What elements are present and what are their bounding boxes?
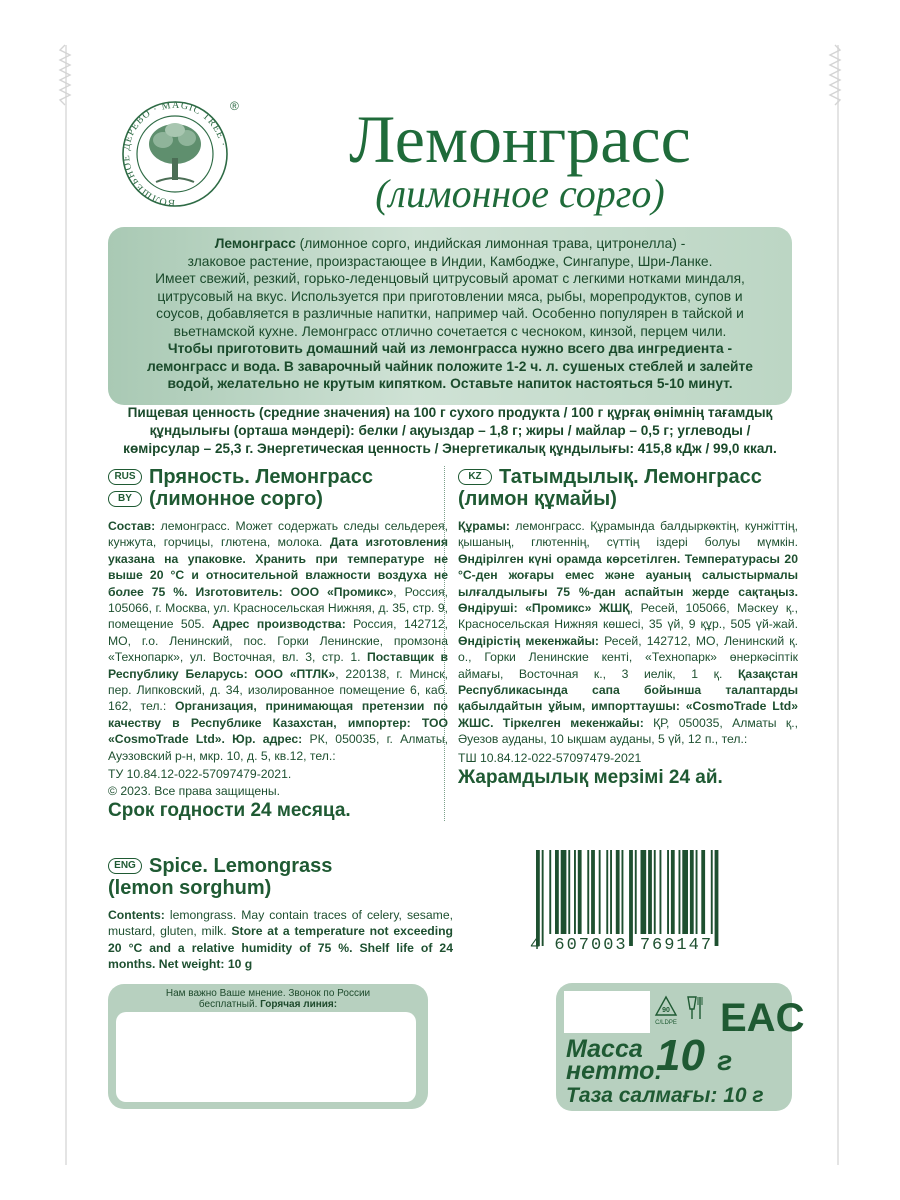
certification-icons [655,993,805,1040]
rus-tu-code: ТУ 10.84.12-022-57097479-2021. [108,767,292,782]
ean-barcode [532,850,782,950]
mass-value: 10 [656,1031,705,1080]
net-weight-panel [556,983,805,1111]
recycle-icon [655,997,677,1026]
magic-tree-logo [108,100,243,215]
barcode-bar [561,850,567,934]
rus-text-part: , 220138, г. Минск, пер. Липковский, д. 34, изолированное помещение 6, каб. 162, тел.: [108,666,448,714]
tea-recipe-line: Чтобы приготовить домашний чай из лемонграсса нужно всего два ингредиента - [167,341,733,356]
barcode-bar [682,850,688,934]
kazakh-section [458,466,798,787]
kz-shelf-life: Жарамдылық мерзімі 24 ай. [458,767,723,789]
barcode-bar [701,850,705,934]
glass-fork-icon [688,997,702,1019]
seal-edge-left [58,45,72,105]
rus-bold-part: Состав: [108,519,156,533]
eng-bold-part: Contents: [108,908,165,922]
registered-mark: ® [230,100,239,113]
description-line [108,270,792,288]
barcode-bar [610,850,612,934]
barcode-digits: 4 607003 769147 [530,936,714,955]
barcode-bar [599,850,601,934]
hotline-blank-field [116,1012,416,1102]
barcode-bar [690,850,694,934]
kz-text-part: ҚР, 050035, Алматы қ., Әуезов ауданы, 10 ықшам ауданы, 5 үй, 12 п., тел.: [458,715,798,747]
lang-badge-kz: KZ [458,469,492,485]
mass-kz: Таза салмағы: 10 г [566,1084,764,1107]
rus-copyright: © 2023. Все права защищены. [108,783,281,798]
batch-date-field [564,991,650,1033]
seal-edge-right [828,45,842,105]
rus-text-part: , Россия, 105066, г. Москва, ул. Красносельская Нижняя, д. 35, стр. 9, помещение 505. [108,584,449,632]
tree-icon [149,123,201,182]
tea-recipe-line: водой, желательно не крутым кипятком. Оставьте напиток настояться 5-10 минут. [167,376,733,391]
barcode-bar [667,850,669,934]
mass-label-1: Масса [566,1035,643,1063]
description-text-part: (лимонное сорго, индийская лимонная трава, цитронелла) - [295,236,686,251]
svg-text:90: 90 [662,1007,670,1014]
eng-body-text [108,907,453,973]
rus-bold-part: Адрес производства: [212,617,346,632]
nutrition-facts [108,404,792,458]
nutrition-line: Пищевая ценность (средние значения) на 100 г сухого продукта / 100 г құрғақ өнімнің тағамдық [127,405,773,420]
eac-icon: EAC [720,996,805,1040]
barcode-bar [574,850,576,934]
barcode-bar [660,850,662,934]
svg-text:C/LDPE: C/LDPE [655,1020,677,1026]
barcode-bar [578,850,582,934]
rus-text-part: Россия, 142712, МО, г.о. Ленинский, пос. Горки Ленинские, промзона «Технопарк», ул. Восточная, вл. 3, стр. 1. [108,617,448,665]
barcode-bar [542,850,544,946]
nutrition-line: құндылығы (орташа мәндері): белки / ақуыздар – 1,8 г; жиры / майлар – 0,5 г; углеводы / [149,423,751,438]
kz-bold-part: Өндірілген күні орамда көрсетілген. Температурасы 20 °С-ден жоғары емес және ауаның салыстырмалы ылғалдылығы 75 %-дан аспайтын жерде сақтаңыз. Өндіруші: «Промикс» ЖШҚ [458,551,798,616]
logo-ring-text: ВОЛШЕБНОЕ ДЕРЕВО · MAGIC TREE · [120,100,229,209]
description-line [108,323,792,341]
barcode-bar [641,850,647,934]
rus-shelf-life: Срок годности 24 месяца. [108,799,351,821]
kz-tu-code: ТШ 10.84.12-022-57097479-2021 [458,750,642,765]
description-text [108,235,792,340]
mass-label-2: нетто: [566,1057,663,1085]
kz-bold-part: Өндірістің мекенжайы: [458,633,599,648]
tea-recipe-text [108,340,792,393]
description-line [108,253,792,271]
eng-heading-2: (lemon sorghum) [108,877,272,899]
barcode-bar [635,850,637,934]
russian-section [108,466,448,819]
kz-bold-part: Құрамы: [458,519,510,533]
english-section [108,855,453,973]
barcode-bar [715,850,719,946]
lang-badge-by: BY [108,491,142,507]
product-subtitle: (лимонное сорго) [375,171,665,216]
eng-text-part: lemongrass. May contain traces of celery, sesame, mustard, gluten, milk. [108,908,453,939]
barcode-bar [568,850,570,934]
kz-text-part: , Ресей, 105066, Мәскеу қ., Красносельская Нижняя көшесі, 35 үй, 9 құр., 505 үй-жай. [458,601,798,632]
lang-badge-eng: ENG [108,858,142,874]
barcode-bar [549,850,551,934]
hotline-panel [108,984,428,1109]
hotline-label: Горячая линия: [260,999,338,1010]
description-text-part: соусов, добавляется в различные напитки, например чай. Особенно популярен в тайской и [156,306,744,321]
hotline-line-2: бесплатный. [198,999,258,1010]
barcode-bar [536,850,540,946]
rus-text-part: лемонграсс. Может содержать следы сельдерея, кунжута, горчицы, глютена, молока. [108,519,448,550]
description-text-part: вьетнамской кухне. Лемонграсс отлично сочетается с чесноком, кинзой, перцем чили. [173,323,727,339]
barcode-bar [711,850,713,934]
rus-bold-part: Дата изготовления указана на упаковке. Хранить при температуре не выше 20 °С и относительной влажности воздуха не более 75 %. Изготовитель: ООО «Промикс» [108,535,449,599]
kz-body-text [458,518,798,748]
rus-heading-2: (лимонное сорго) [149,488,323,510]
description-bold: Лемонграсс [214,236,296,251]
kz-heading-2: (лимон құмайы) [458,488,617,510]
description-line [108,305,792,323]
barcode-bar [555,850,559,934]
description-text-part: Имеет свежий, резкий, горько-леденцовый цитрусовый аромат с легкими нотками миндаля, [155,271,745,286]
barcode-bar [679,850,681,934]
rus-heading-1: Пряность. Лемонграсс [149,466,373,488]
barcode-bar [696,850,698,934]
barcode-bar [622,850,624,934]
description-panel [108,227,792,405]
product-title: Лемонграсс [349,101,691,177]
kz-text-part: лемонграсс. Құрамында балдыркөктің, кунжіттің, қышаның, глютеннің, сүттің іздері болуы мүмкін. [458,519,798,550]
description-text-part: цитрусовый на вкус. Используется при приготовлении мяса, рыбы, морепродуктов, супов и [157,288,743,304]
barcode-bar [616,850,620,934]
barcode-bar [587,850,589,934]
kz-bold-part: Қазақстан Республикасында сапа бойынша талаптарды қабылдайтын ұйым, импорттаушы: «CosmoTrade Ltd» ЖШС. Тіркелген мекенжайы: [458,666,798,730]
barcode-bar [629,850,633,946]
nutrition-line: көмірсулар – 25,3 г. Энергетическая ценность / Энергетикалық құндылығы: 415,8 кДж / 99,0 ккал. [123,441,777,456]
barcode-bar [654,850,656,934]
barcode-bar [606,850,608,934]
eng-bold-part: Store at a temperature not exceeding 20 °C and a relative humidity of 75 %. Shelf life of 24 months. Net weight: 10 g [108,924,453,972]
description-line [108,235,792,253]
mass-unit: г [717,1045,733,1076]
rus-bold-part: Организация, принимающая претензии по качеству в Республике Казахстан, импортер: ТОО «CosmoTrade Ltd». Юр. адрес: [108,699,448,747]
kz-heading-1: Татымдылық. Лемонграсс [499,466,762,488]
barcode-bar [591,850,595,934]
rus-bold-part: Поставщик в Республику Беларусь: ООО «ПТЛК» [108,650,448,681]
tea-recipe-line: лемонграсс и вода. В заварочный чайник положите 1-2 ч. л. сушеных стеблей и залейте [147,358,753,374]
eng-heading-1: Spice. Lemongrass [149,855,333,877]
hotline-line-1: Нам важно Ваше мнение. Звонок по России [165,988,371,999]
kz-text-part: Ресей, 142712, МО, Ленинский қ. о., Горки Ленинские кенті, «Технопарк» өнеркәсіптік аймағы, Восточная к., 3 иелік, 1 қ. [458,633,799,681]
rus-text-part: РК, 050035, г. Алматы, Ауэзовский р-н, мкр. 10, д. 5, кв.12, тел.: [108,732,448,763]
barcode-bar [648,850,652,934]
lang-badge-rus: RUS [108,469,142,485]
description-line [108,288,792,306]
description-text-part: злаковое растение, произрастающее в Индии, Камбодже, Сингапуре, Шри-Ланке. [187,253,713,269]
barcode-bar [671,850,675,934]
rus-body-text [108,518,448,764]
